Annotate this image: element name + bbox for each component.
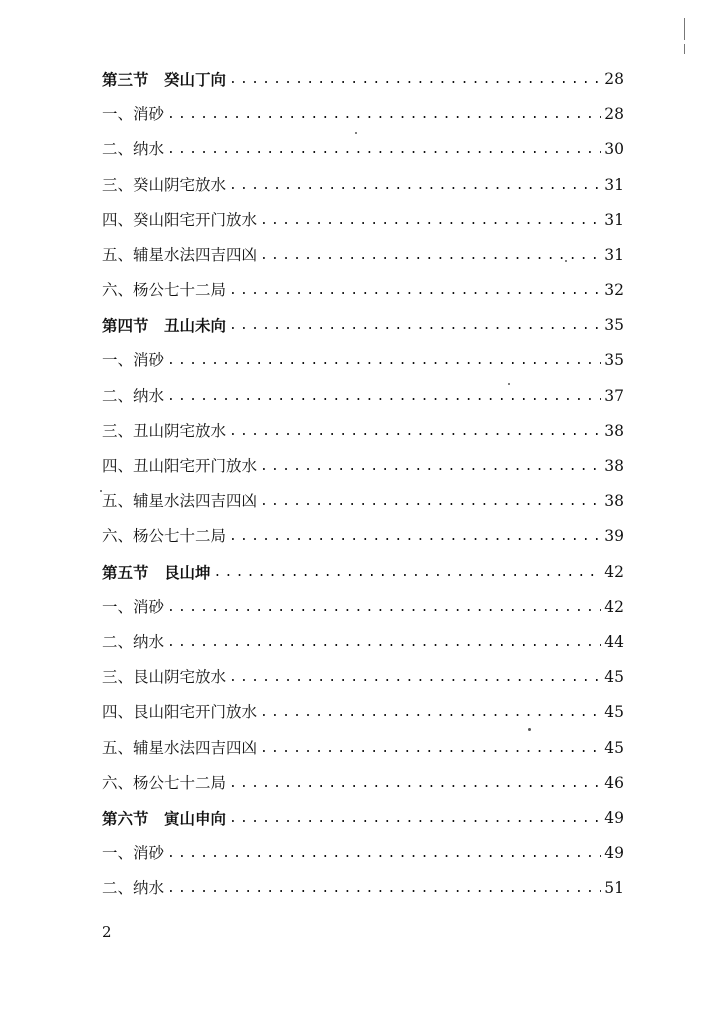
toc-entry-row <box>102 766 624 801</box>
toc-entry-row <box>102 519 624 554</box>
dot-leader <box>260 695 601 730</box>
toc-entry-row <box>102 168 624 203</box>
toc-entry-label: 四、癸山阳宅开门放水 <box>102 210 258 229</box>
toc-section-row <box>102 555 624 590</box>
toc-entry-label: 第六节 寅山申向 <box>102 808 227 828</box>
toc-entry-row <box>102 238 624 273</box>
toc-entry-label: 三、丑山阴宅放水 <box>102 421 227 440</box>
toc-entry-row <box>102 132 624 167</box>
scan-mark <box>684 44 685 54</box>
toc-entry-row <box>102 203 624 238</box>
dot-leader <box>167 871 601 906</box>
toc-entry-label: 五、辅星水法四吉四凶 <box>102 245 258 264</box>
toc-entry-label: 第三节 癸山丁向 <box>102 69 227 89</box>
toc-page-number: 35 <box>604 316 624 335</box>
dot-leader <box>167 379 601 414</box>
toc-page-number: 42 <box>604 597 624 616</box>
toc-entry-row <box>102 344 624 379</box>
dot-leader <box>167 836 601 871</box>
toc-entry-row <box>102 695 624 730</box>
dot-leader <box>167 132 601 167</box>
dot-leader <box>229 660 601 695</box>
dot-leader <box>260 449 601 484</box>
table-of-contents <box>102 62 624 907</box>
toc-entry-row <box>102 97 624 132</box>
dot-leader <box>229 519 601 554</box>
toc-page-number: 31 <box>604 175 624 194</box>
toc-page-number: 45 <box>604 738 624 757</box>
toc-page-number: 32 <box>604 281 624 300</box>
dot-leader <box>167 97 601 132</box>
scan-speck <box>565 260 567 262</box>
toc-entry-row <box>102 273 624 308</box>
dot-leader <box>229 414 601 449</box>
toc-page-number: 35 <box>604 351 624 370</box>
toc-page-number: 38 <box>604 421 624 440</box>
toc-section-row <box>102 62 624 97</box>
toc-entry-row <box>102 414 624 449</box>
dot-leader <box>260 731 601 766</box>
dot-leader <box>229 308 601 343</box>
toc-page-number: 37 <box>604 386 624 405</box>
toc-page-number: 42 <box>604 562 624 581</box>
toc-entry-row <box>102 731 624 766</box>
toc-entry-label: 三、艮山阴宅放水 <box>102 668 227 687</box>
dot-leader <box>260 238 601 273</box>
toc-entry-label: 二、纳水 <box>102 140 165 159</box>
toc-entry-label: 二、纳水 <box>102 879 165 898</box>
toc-page-number: 44 <box>604 632 624 651</box>
toc-page-number: 38 <box>604 492 624 511</box>
toc-entry-label: 四、丑山阳宅开门放水 <box>102 457 258 476</box>
toc-entry-label: 二、纳水 <box>102 632 165 651</box>
toc-entry-row <box>102 484 624 519</box>
dot-leader <box>229 168 601 203</box>
dot-leader <box>167 625 601 660</box>
toc-section-row <box>102 801 624 836</box>
toc-page-number: 28 <box>604 105 624 124</box>
dot-leader <box>167 343 601 378</box>
toc-entry-label: 二、纳水 <box>102 386 165 405</box>
toc-page-number: 31 <box>604 210 624 229</box>
scan-speck <box>100 490 102 492</box>
toc-page-number: 49 <box>604 808 624 827</box>
toc-entry-row <box>102 660 624 695</box>
dot-leader <box>260 484 601 519</box>
toc-page-number: 45 <box>604 703 624 722</box>
dot-leader <box>167 590 601 625</box>
toc-entry-row <box>102 449 624 484</box>
toc-entry-label: 一、消砂 <box>102 844 165 863</box>
dot-leader <box>214 555 602 590</box>
toc-page-number: 49 <box>604 844 624 863</box>
toc-entry-row <box>102 590 624 625</box>
dot-leader <box>229 801 601 836</box>
toc-entry-label: 第四节 丑山未向 <box>102 316 227 336</box>
toc-entry-label: 五、辅星水法四吉四凶 <box>102 738 258 757</box>
toc-entry-row <box>102 871 624 906</box>
dot-leader <box>229 273 601 308</box>
toc-section-row <box>102 308 624 343</box>
toc-entry-label: 六、杨公七十二局 <box>102 527 227 546</box>
toc-entry-label: 六、杨公七十二局 <box>102 773 227 792</box>
toc-entry-row <box>102 836 624 871</box>
scan-speck <box>528 728 531 731</box>
toc-page-number: 38 <box>604 457 624 476</box>
dot-leader <box>229 62 601 97</box>
scan-mark <box>684 18 685 40</box>
toc-entry-label: 四、艮山阳宅开门放水 <box>102 703 258 722</box>
toc-entry-label: 一、消砂 <box>102 597 165 616</box>
toc-page-number: 30 <box>604 140 624 159</box>
toc-entry-row <box>102 379 624 414</box>
toc-page-number: 46 <box>604 773 624 792</box>
toc-page-number: 28 <box>604 69 624 88</box>
page-number: 2 <box>102 923 112 941</box>
toc-entry-label: 三、癸山阴宅放水 <box>102 175 227 194</box>
dot-leader <box>260 203 601 238</box>
scan-speck <box>355 132 357 134</box>
toc-page-number: 31 <box>604 245 624 264</box>
toc-entry-label: 第五节 艮山坤 <box>102 562 211 582</box>
dot-leader <box>229 766 601 801</box>
toc-page-number: 45 <box>604 668 624 687</box>
toc-page-number: 39 <box>604 527 624 546</box>
toc-entry-label: 六、杨公七十二局 <box>102 281 227 300</box>
scan-speck <box>508 383 510 385</box>
toc-page-number: 51 <box>604 879 624 898</box>
toc-entry-label: 五、辅星水法四吉四凶 <box>102 492 258 511</box>
toc-entry-label: 一、消砂 <box>102 351 165 370</box>
toc-entry-row <box>102 625 624 660</box>
toc-entry-label: 一、消砂 <box>102 105 165 124</box>
